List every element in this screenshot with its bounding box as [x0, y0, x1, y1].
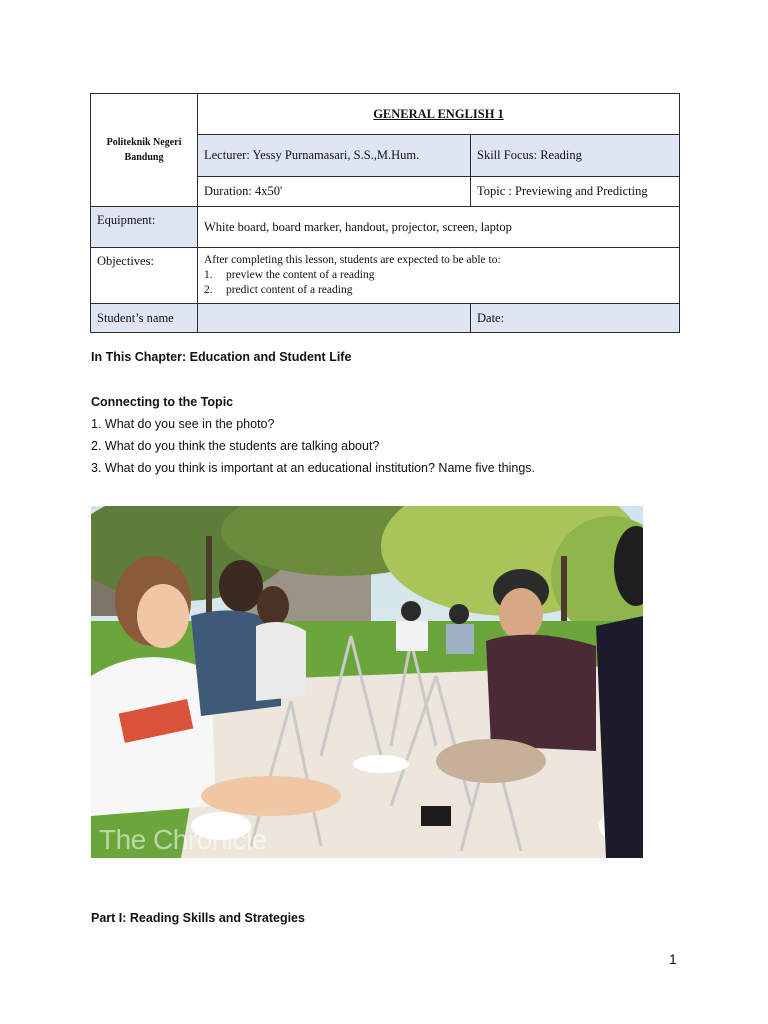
question-3: 3. What do you think is important at an educational institution? Name five things.: [91, 461, 535, 475]
photo-watermark: The Chronicle: [99, 824, 267, 855]
objectives-intro: After completing this lesson, students are expected to be able to:: [204, 254, 501, 266]
student-shirt: [256, 622, 306, 701]
student-name-field[interactable]: [198, 304, 471, 333]
objective-item: 1. preview the content of a reading: [204, 269, 375, 281]
institution-cell: [91, 94, 198, 207]
students-photo: [91, 506, 643, 858]
date-field[interactable]: Date:: [471, 304, 680, 333]
objectives-label: Objectives:: [91, 248, 198, 304]
student-leg: [201, 776, 341, 816]
student-shorts: [436, 739, 546, 783]
objectives-cell: [198, 248, 680, 304]
tree-trunk: [561, 556, 567, 626]
student-shirt: [396, 621, 428, 651]
equipment-label: Equipment:: [91, 207, 198, 248]
student-head: [449, 604, 469, 624]
part-heading: Part I: Reading Skills and Strategies: [91, 911, 305, 925]
page-number: 1: [669, 951, 677, 967]
course-title: GENERAL ENGLISH 1: [198, 94, 680, 135]
institution-name: Politeknik Negeri Bandung: [106, 137, 182, 163]
student-head: [401, 601, 421, 621]
photo-illustration: [91, 506, 643, 858]
topic-cell: Topic : Previewing and Predicting: [471, 177, 680, 207]
chapter-heading: In This Chapter: Education and Student Life: [91, 350, 352, 364]
paper-plate: [353, 755, 409, 773]
duration-cell: Duration: 4x50': [198, 177, 471, 207]
question-1: 1. What do you see in the photo?: [91, 417, 275, 431]
lecturer-cell: Lecturer: Yessy Purnamasari, S.S.,M.Hum.: [198, 135, 471, 177]
skill-focus-cell: Skill Focus: Reading: [471, 135, 680, 177]
student-hair: [219, 560, 263, 612]
phone: [421, 806, 451, 826]
student-shirt: [446, 624, 474, 654]
connecting-heading: Connecting to the Topic: [91, 395, 234, 409]
lesson-header-table: [90, 93, 680, 333]
objective-item: 2. predict content of a reading: [204, 284, 353, 296]
student-face: [137, 584, 189, 648]
question-2: 2. What do you think the students are talking about?: [91, 439, 380, 453]
student-name-label: Student’s name: [91, 304, 198, 333]
objectives-list: [204, 268, 673, 298]
student-hair: [257, 586, 289, 626]
student-shirt: [486, 635, 596, 751]
student-face: [499, 588, 543, 640]
equipment-value: White board, board marker, handout, projector, screen, laptop: [198, 207, 680, 248]
